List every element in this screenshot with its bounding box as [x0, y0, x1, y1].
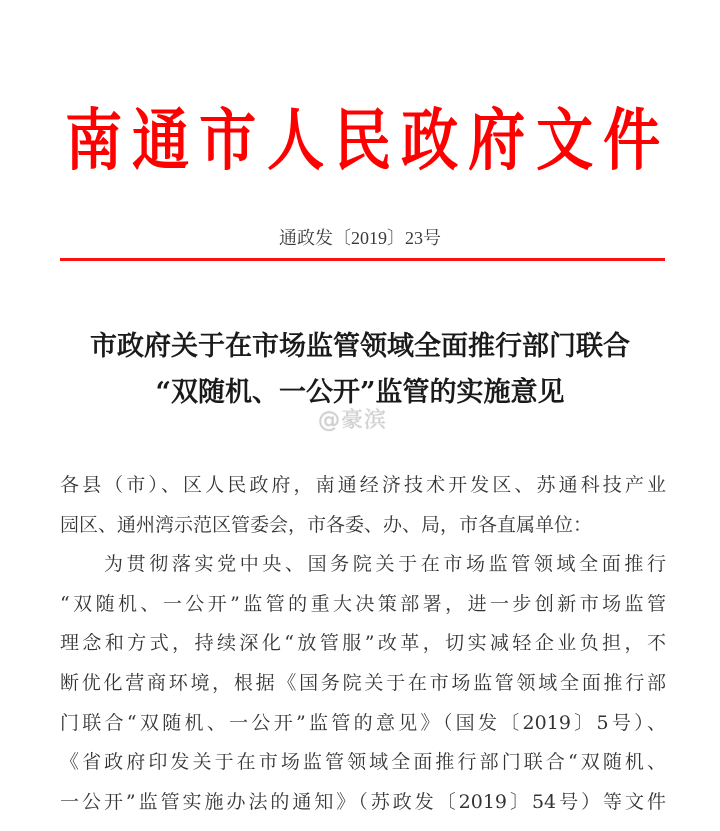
body-line: 《省政府印发关于在市场监管领域全面推行部门联合“双随机、: [60, 751, 666, 774]
body-line: 门联合“双随机、一公开”监管的意见》（国发〔2019〕5号）、: [60, 711, 666, 734]
document-title-line-1: 市政府关于在市场监管领域全面推行部门联合: [90, 331, 630, 362]
masthead-char: 通: [132, 101, 190, 180]
document-number: 通政发〔2019〕23号: [279, 228, 441, 248]
masthead-char: 件: [602, 101, 660, 180]
document-title-line-2: “双随机、一公开”监管的实施意见: [155, 377, 565, 408]
body-line: 园区、通州湾示范区管委会，市各委、办、局，市各直属单位：: [60, 513, 593, 536]
masthead-char: 人: [266, 101, 324, 180]
body-line: 为贯彻落实党中央、国务院关于在市场监管领域全面推行: [104, 553, 666, 576]
body-line: 理念和方式，持续深化“放管服”改革，切实减轻企业负担，不: [60, 632, 666, 655]
masthead-char: 市: [199, 101, 257, 180]
red-divider: [60, 258, 665, 261]
masthead-title: [60, 96, 665, 186]
masthead-char: 府: [468, 101, 526, 180]
body-line: 一公开”监管实施办法的通知》（苏政发〔2019〕54号）等文件: [60, 790, 666, 813]
masthead-char: 民: [333, 101, 392, 180]
document-body: [60, 466, 666, 822]
body-line: 各县（市）、区人民政府，南通经济技术开发区、苏通科技产业: [60, 474, 666, 496]
masthead-char: 南: [65, 101, 123, 180]
watermark: @豪滨: [318, 408, 388, 433]
body-line: 断优化营商环境，根据《国务院关于在市场监管领域全面推行部: [60, 671, 666, 694]
body-line: “双随机、一公开”监管的重大决策部署，进一步创新市场监管: [60, 592, 666, 615]
masthead-char: 政: [401, 101, 459, 180]
masthead-char: 文: [535, 101, 593, 180]
